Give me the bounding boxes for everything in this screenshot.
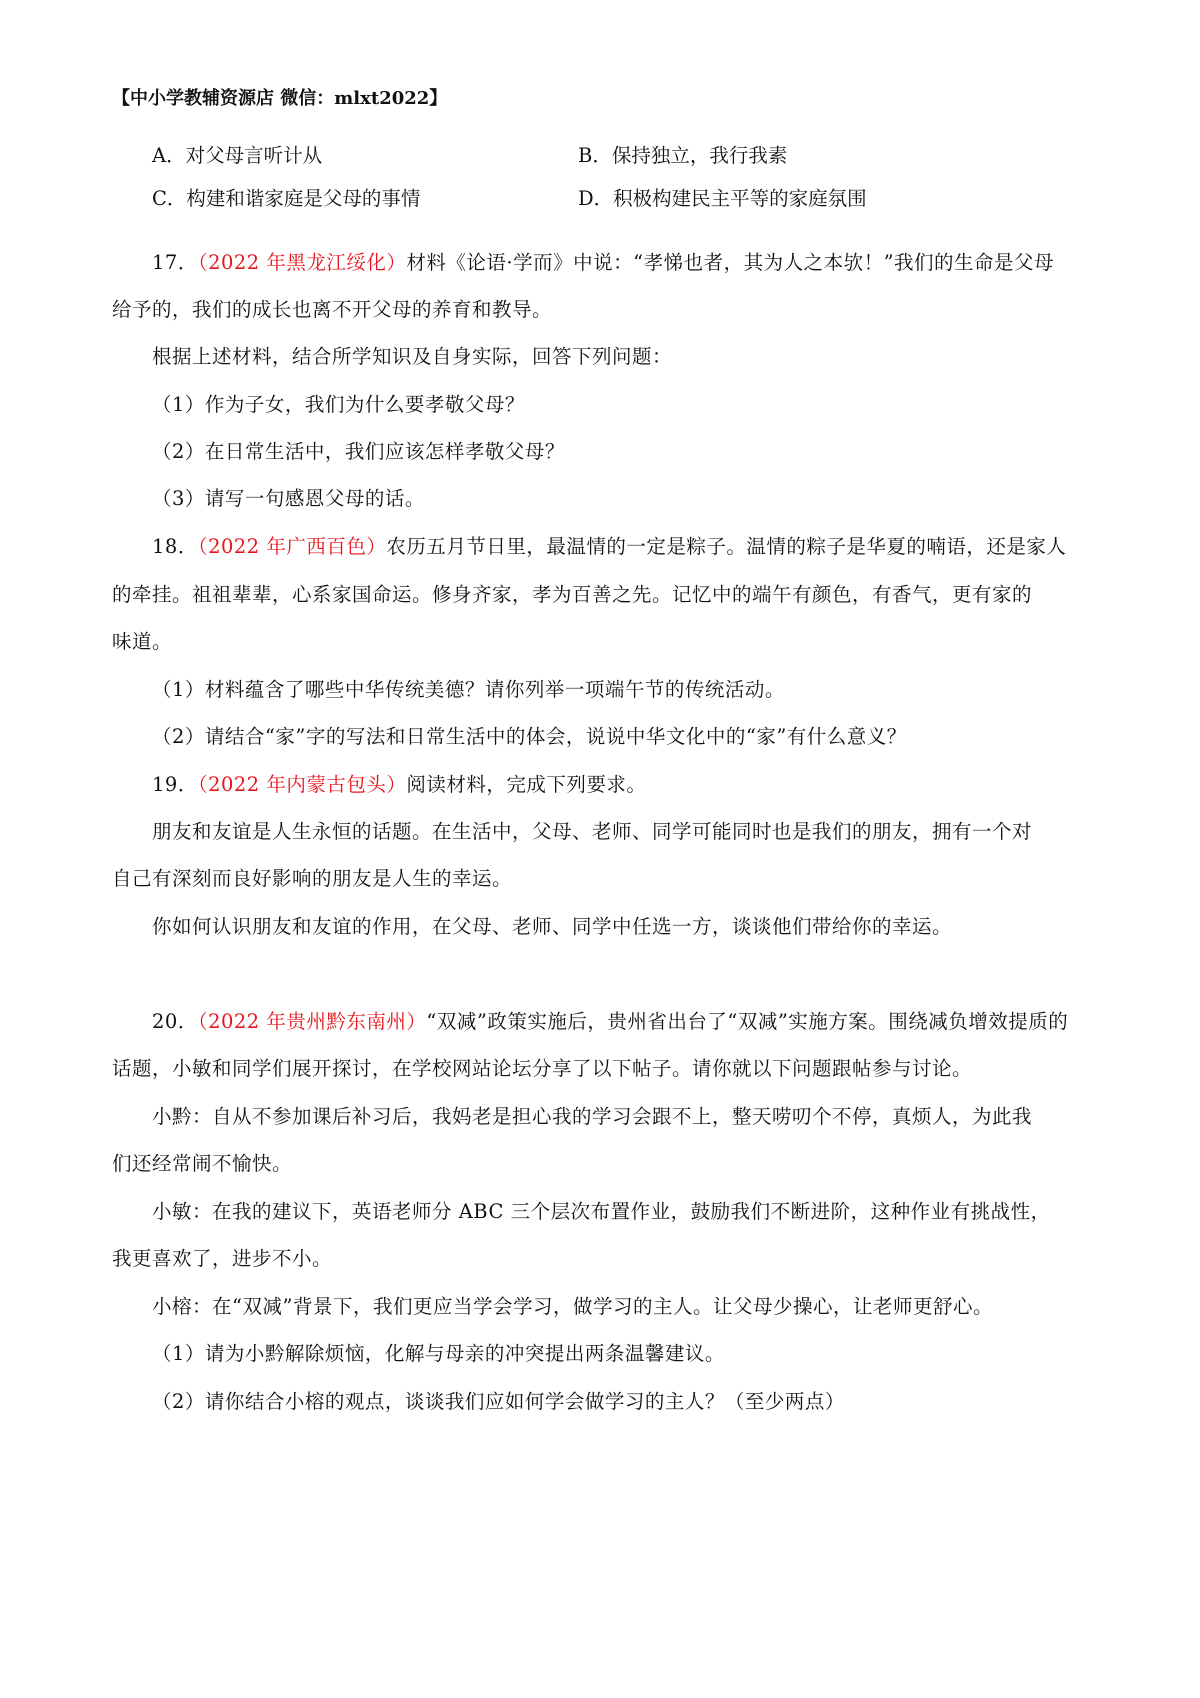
q20-sub-1: （1）请为小黔解除烦恼，化解与母亲的冲突提出两条温馨建议。 xyxy=(152,1342,725,1365)
q20-xiaomin-2: 我更喜欢了，进步不小。 xyxy=(112,1247,333,1270)
q19-text-1: 阅读材料，完成下列要求。 xyxy=(406,773,647,796)
q17-line-2: 给予的，我们的成长也离不开父母的养育和教导。 xyxy=(112,298,553,321)
option-d: D．积极构建民主平等的家庭氛围 xyxy=(578,187,867,210)
q18-line-2: 的牵挂。祖祖辈辈，心系家国命运。修身齐家，孝为百善之先。记忆中的端午有颜色，有香气，更有家的 xyxy=(112,583,1033,606)
q18-sub-2: （2）请结合“家”字的写法和日常生活中的体会，说说中华文化中的“家”有什么意义？ xyxy=(152,725,907,748)
q19-para-1-line-1: 朋友和友谊是人生永恒的话题。在生活中，父母、老师、同学可能同时也是我们的朋友，拥有一个对 xyxy=(152,820,1033,843)
q18-sub-1: （1）材料蕴含了哪些中华传统美德？请你列举一项端午节的传统活动。 xyxy=(152,678,785,701)
q19-para-2: 你如何认识朋友和友谊的作用，在父母、老师、同学中任选一方，谈谈他们带给你的幸运。 xyxy=(152,915,953,938)
q19-number: 19． xyxy=(152,773,198,796)
q20-text-1: “双减”政策实施后，贵州省出台了“双减”实施方案。围绕减负增效提质的 xyxy=(426,1010,1069,1033)
page-header: 【中小学教辅资源店 微信：mlxt2022】 xyxy=(112,88,448,109)
q20-line-2: 话题，小敏和同学们展开探讨，在学校网站论坛分享了以下帖子。请你就以下问题跟帖参与讨论。 xyxy=(112,1057,973,1080)
q17-line-1 xyxy=(152,248,1054,278)
q20-xiaorong: 小榕：在“双减”背景下，我们更应当学会学习，做学习的主人。让父母少操心，让老师更舒心。 xyxy=(152,1295,993,1318)
q20-number: 20． xyxy=(152,1010,198,1033)
option-b: B．保持独立，我行我素 xyxy=(578,144,788,167)
q17-number: 17． xyxy=(152,251,198,274)
option-a: A．对父母言听计从 xyxy=(152,144,323,167)
q18-number: 18． xyxy=(152,535,198,558)
q17-sub-3: （3）请写一句感恩父母的话。 xyxy=(152,487,425,510)
q18-source: （2022 年广西百色） xyxy=(197,535,387,558)
q19-source: （2022 年内蒙古包头） xyxy=(197,773,407,796)
q20-xiaomin-1: 小敏：在我的建议下，英语老师分 ABC 三个层次布置作业，鼓励我们不断进阶，这种作业有挑战性， xyxy=(152,1200,1051,1223)
q17-sub-1: （1）作为子女，我们为什么要孝敬父母？ xyxy=(152,393,525,416)
q17-sub-2: （2）在日常生活中，我们应该怎样孝敬父母？ xyxy=(152,440,565,463)
q17-instruction: 根据上述材料，结合所学知识及自身实际，回答下列问题： xyxy=(152,345,673,368)
q18-text-1: 农历五月节日里，最温情的一定是粽子。温情的粽子是华夏的喃语，还是家人 xyxy=(386,535,1067,558)
q18-line-3: 味道。 xyxy=(112,630,173,653)
q20-source: （2022 年贵州黔东南州） xyxy=(197,1010,427,1033)
q20-line-1 xyxy=(152,1007,1068,1037)
q19-line-1 xyxy=(152,770,646,800)
q20-xiaoqian-2: 们还经常闹不愉快。 xyxy=(112,1152,293,1175)
q20-sub-2: （2）请你结合小榕的观点，谈谈我们应如何学会做学习的主人？（至少两点） xyxy=(152,1390,845,1413)
q17-text-1: 材料《论语·学而》中说：“孝悌也者，其为人之本欤！”我们的生命是父母 xyxy=(406,251,1055,274)
q19-para-1-line-2: 自己有深刻而良好影响的朋友是人生的幸运。 xyxy=(112,867,513,890)
q17-source: （2022 年黑龙江绥化） xyxy=(197,251,407,274)
q18-line-1 xyxy=(152,532,1066,562)
q20-xiaoqian-1: 小黔：自从不参加课后补习后，我妈老是担心我的学习会跟不上，整天唠叨个不停，真烦人，为此我 xyxy=(152,1105,1033,1128)
option-c: C．构建和谐家庭是父母的事情 xyxy=(152,187,421,210)
